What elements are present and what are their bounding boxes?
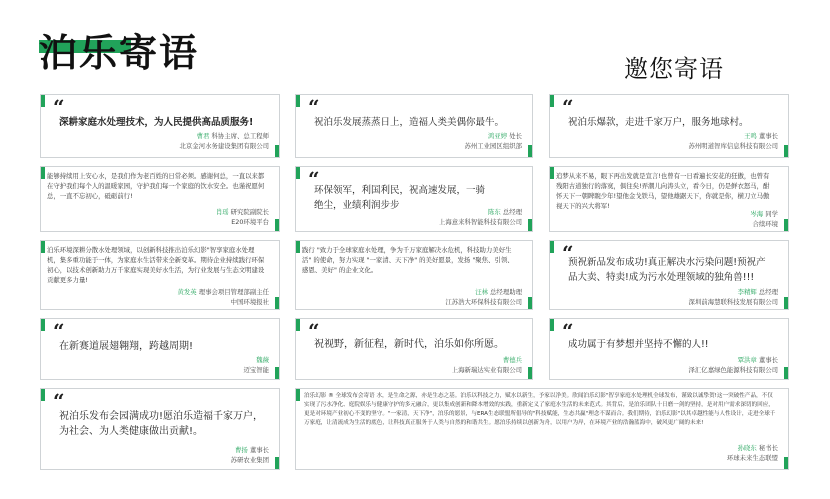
author-name: 覃洪章 [737,356,757,364]
author-name: 曹君 [196,132,210,140]
author-name: 王鸣 [744,132,757,140]
message-card [549,240,789,310]
author-name: 岑海 [750,210,764,218]
author-org: 深圳前海慧联科技发展有限公司 [688,298,778,306]
quote-icon: “ [562,95,574,119]
message-signature [445,287,522,307]
message-card [549,94,789,158]
quote-icon: “ [53,95,65,119]
message-signature [439,207,522,227]
message-text: 环保领军，利国利民，祝高速发展，一骑绝尘，业绩利润步步 [314,185,486,211]
message-text: 成功属于有梦想并坚持不懈的人!! [568,339,709,350]
message-signature [750,209,778,229]
author-role: 董事长 [758,356,778,364]
message-text: 践行 "致力于全球家庭水处理，争为千万家庭解决水危机，科技助力美好生活" 的使命，努力实现 "一家清、天下净" 的美好愿景，发扬 "聚焦、引领、感恩、美好" 的企业文化。 [302,246,514,274]
author-org: 上海意来科智能科技有限公司 [438,218,522,226]
author-org: 苏州工业园区组织部 [464,142,522,150]
author-name: 曹德兵 [502,356,522,364]
author-org: 上海新瑞达实业有限公司 [451,366,522,374]
author-name: 黄发英 [177,288,197,296]
author-name: 鸿亚婷 [488,132,508,140]
author-org: 环球未来生态联盟 [726,454,778,462]
quote-icon: “ [53,389,65,413]
message-text: 祝视野，新征程，新时代，泊乐如你所愿。 [314,339,504,350]
author-org: 中国环境报社 [230,298,269,306]
message-text: 泊乐环境深耕分散水处理领域，以创新科技推出泊乐幻影"智享家庭水处理机，集多重功能于一体，为家庭水生活带来全新变革。期待企业持续践行环保初心，以技术创新助力万千家庭实现美好水生活，为行业发展与生态文明建设贡献更多力量! [47,246,265,284]
message-signature [177,287,269,307]
message-text: 在新赛道展翅翱翔，跨越周期! [59,341,194,352]
author-role: 总经理 [758,288,778,296]
message-text: 追梦从来不易，眼下再出发就是宣言!也曾有一日看遍长安花的狂傲，也曾有残阳古道独行的落寞，俱往矣!弄潮儿向涛头立，看今日，仍是鲜衣怒马，酣怀天下一朝睥睨少年!望他金戈铁马，望他雄踞天下，你就是你，横刀立马傲视天下的兴大将军! [556,172,770,210]
quote-icon: “ [308,95,320,119]
author-role: 科协主席、总工程师 [211,132,269,140]
author-org: E20环境平台 [231,218,269,226]
message-card [295,240,533,310]
message-text: 泊乐幻影 ® 全球发布会寄语 水，是生命之源，亦是生态之基。泊乐以科技之力，赋水以新生，予家以净美。欣闻泊乐幻影"智享家庭水处理机全球发布，谨致以诚挚贺!这一突破性产品，不仅实现了污水净化、庭院娱乐与健康守护的多元融合，更以集成创新和降本增效的实践，重新定义了家庭水生活的未来范式。其背后，是泊乐团队十日磨一剑的坚持，是对用户需求深切的回应，更是对环境产业初心不变的坚守。"一家清，天下净"，泊乐的愿景，与ERA生态联盟所倡导的"科技赋能，生态共赢"理念不谋而合。我们期待，泊乐幻影"以其卓越性能与人性设计，走进全球千万家庭，让清流成为生活的底色，让科技真正服务于人类与自然的和谐共生。愿泊乐持续以创新为舟，以用户为岸，在环境产业的浩瀚蓝海中，破风更广阔的未来! [304,393,776,426]
author-role: 研究院副院长 [230,208,269,216]
message-text: 深耕家庭水处理技术，为人民提供高品质服务! [59,117,254,128]
message-card [295,166,533,232]
author-name: 魏薇 [256,356,269,364]
message-signature [689,131,778,151]
author-name: 汪林 [475,288,488,296]
message-card [40,240,280,310]
message-card [40,388,280,470]
author-name: 孙晓东 [737,444,757,452]
quote-icon: “ [562,241,574,265]
author-role: 理事会项目管理部副主任 [198,288,269,296]
message-signature [216,207,269,227]
message-text: 预祝新品发布成功!真正解决水污染问题!预祝产品大卖、特卖!成为污水处理领域的独角兽!!! [568,257,766,283]
author-name: 曹扬 [235,446,248,454]
message-signature [231,445,269,465]
message-card [40,318,280,380]
quote-icon: “ [562,319,574,343]
author-role: 董事长 [758,132,778,140]
author-name: 肖瑶 [215,208,229,216]
author-role: 总经理 [502,208,522,216]
author-role: 总经理助理 [490,288,522,296]
author-name: 陈东 [488,208,501,216]
message-text: 祝泊乐发展蒸蒸日上，造福人类美偶你最牛。 [314,117,505,128]
author-role: 同学 [765,210,778,218]
author-org: 迈宝智能 [243,366,269,374]
author-org: 苏研农业集团 [230,456,269,464]
message-card [295,318,533,380]
message-text: 能够持续用上安心水，是我们作为老百姓的日常必须。感谢何总，一直以来都在守护我们每个人的温暖家园，守护我们每一个家庭的饮水安全。也谨祝愿何总，一直不忘初心，砥砺前行! [47,172,265,200]
message-card-wide [295,388,789,470]
message-card [40,166,280,232]
author-org: 北京金河水务建设集团有限公司 [179,142,269,150]
quote-icon: “ [308,167,320,191]
message-signature [464,131,522,151]
author-org: 苏州明道智库信息科技有限公司 [688,142,778,150]
author-role: 秘书长 [758,444,778,452]
message-card [549,166,789,232]
author-role: 处长 [509,132,522,140]
author-role: 董事长 [249,446,269,454]
message-signature [243,355,269,375]
message-card [40,94,280,158]
page-subtitle: 邀您寄语 [624,55,724,83]
message-card [549,318,789,380]
message-signature [689,287,778,307]
author-org: 泽汇亿嘉绿色能源科技有限公司 [688,366,778,374]
page-title: 泊乐寄语 [39,31,200,75]
message-text: 祝泊乐发布会园满成功!愿泊乐造福千家万户，为社会、为人类健康做出贡献!。 [59,411,264,437]
author-org: 江苏浩大环保科技有限公司 [445,298,522,306]
quote-icon: “ [53,319,65,343]
author-name: 李精辉 [737,288,757,296]
quote-icon: “ [308,319,320,343]
message-signature [727,443,778,463]
message-signature [452,355,522,375]
message-card [295,94,533,158]
message-signature [180,131,269,151]
author-org: 合续环境 [752,220,778,228]
message-text: 祝泊乐爆款，走进千家万户，服务地球村。 [568,117,749,128]
message-signature [689,355,778,375]
